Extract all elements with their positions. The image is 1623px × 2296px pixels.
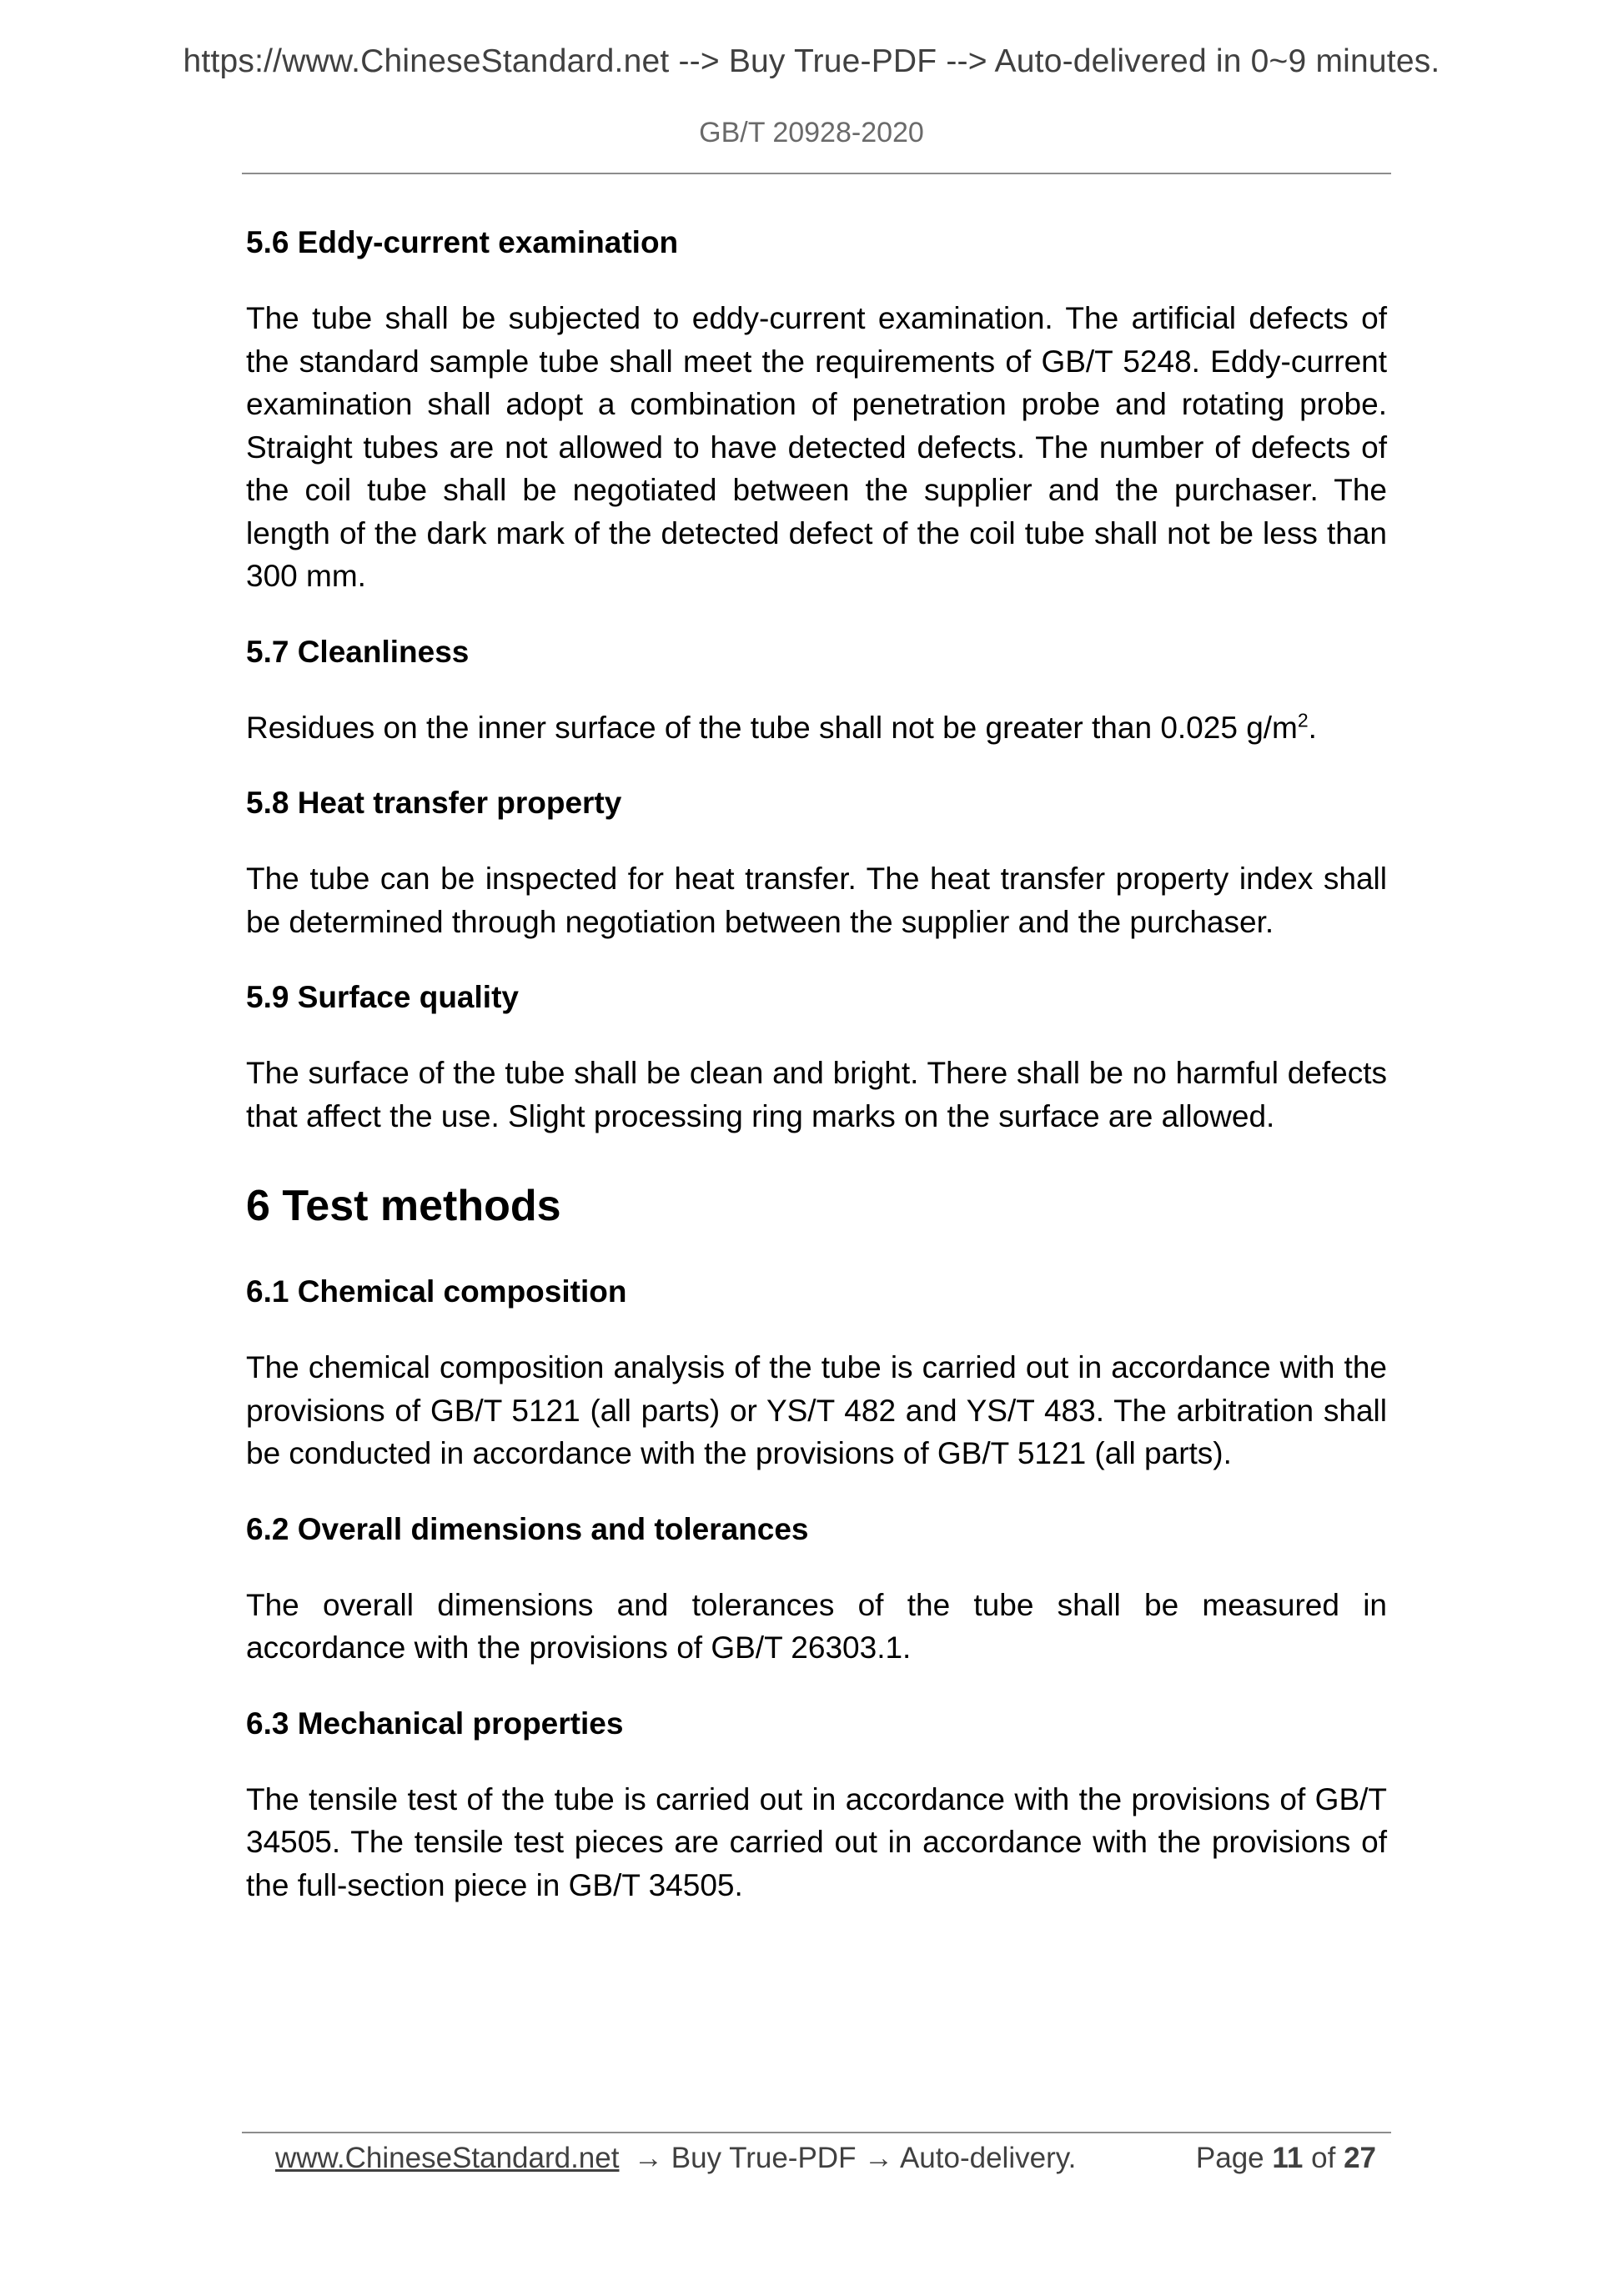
of-label: of: [1311, 2142, 1336, 2174]
paragraph-5-7-text: Residues on the inner surface of the tube shall not be greater than 0.025 g/m: [246, 710, 1298, 745]
heading-6-3: 6.3 Mechanical properties: [246, 1706, 624, 1741]
paragraph-6-1: The chemical composition analysis of the tube is carried out in accordance with the provisions of GB/T 5121 (all parts) or YS/T 482 and YS/T 483. The arbitration shall be conducted in accordance with the provisions of GB/T 5121 (all parts).: [246, 1350, 1387, 1470]
paragraph-6-3: The tensile test of the tube is carried out in accordance with the provisions of GB/T 34505. The tensile test pieces are carried out in accordance with the provisions of the full-section piece in GB/T 34505.: [246, 1781, 1387, 1902]
page-number: 11: [1272, 2142, 1304, 2174]
heading-5-9: 5.9 Surface quality: [246, 980, 519, 1014]
paragraph-5-7-end: .: [1308, 710, 1317, 745]
page-footer: [275, 2142, 1376, 2183]
header-divider: [242, 173, 1391, 174]
paragraph-5-8: The tube can be inspected for heat transfer. The heat transfer property index shall be determined through negotiation between the supplier and the purchaser.: [246, 862, 1387, 939]
paragraph-5-9: The surface of the tube shall be clean and bright. There shall be no harmful defects that affect the use. Slight processing ring marks on the surface are allowed.: [246, 1056, 1387, 1133]
page-label: Page: [1195, 2142, 1264, 2174]
document-body: [246, 224, 1387, 1907]
heading-5-7: 5.7 Cleanliness: [246, 634, 470, 669]
page-indicator: [1196, 2142, 1376, 2175]
paragraph-5-6: The tube shall be subjected to eddy-current examination. The artificial defects of the standard sample tube shall meet the requirements of GB/T 5248. Eddy-current examination shall adopt a combination of penetration probe and rotating probe. Straight tubes are not allowed to have detected defects. The number of defects of the coil tube shall be negotiated between the supplier and the purchaser. The length of the dark mark of the detected defect of the coil tube shall not be less than 300 mm.: [246, 301, 1387, 593]
top-banner: https://www.ChineseStandard.net --> Buy True-PDF --> Auto-delivered in 0~9 minutes.: [183, 43, 1440, 79]
superscript-2: 2: [1297, 709, 1309, 731]
heading-6: 6 Test methods: [246, 1182, 561, 1230]
heading-5-6: 5.6 Eddy-current examination: [246, 225, 679, 259]
paragraph-6-2: The overall dimensions and tolerances of the tube shall be measured in accordance with the provisions of GB/T 26303.1.: [246, 1587, 1387, 1665]
footer-tagline: → Buy True-PDF → Auto-delivery.: [634, 2142, 1077, 2174]
page-total: 27: [1344, 2142, 1376, 2174]
document-code: GB/T 20928-2020: [699, 117, 924, 148]
heading-6-2: 6.2 Overall dimensions and tolerances: [246, 1511, 809, 1546]
heading-5-8: 5.8 Heat transfer property: [246, 786, 622, 820]
paragraph-5-7: [246, 706, 1387, 750]
footer-divider: [242, 2132, 1391, 2133]
heading-6-1: 6.1 Chemical composition: [246, 1274, 627, 1309]
footer-site-link[interactable]: www.ChineseStandard.net: [275, 2142, 620, 2174]
